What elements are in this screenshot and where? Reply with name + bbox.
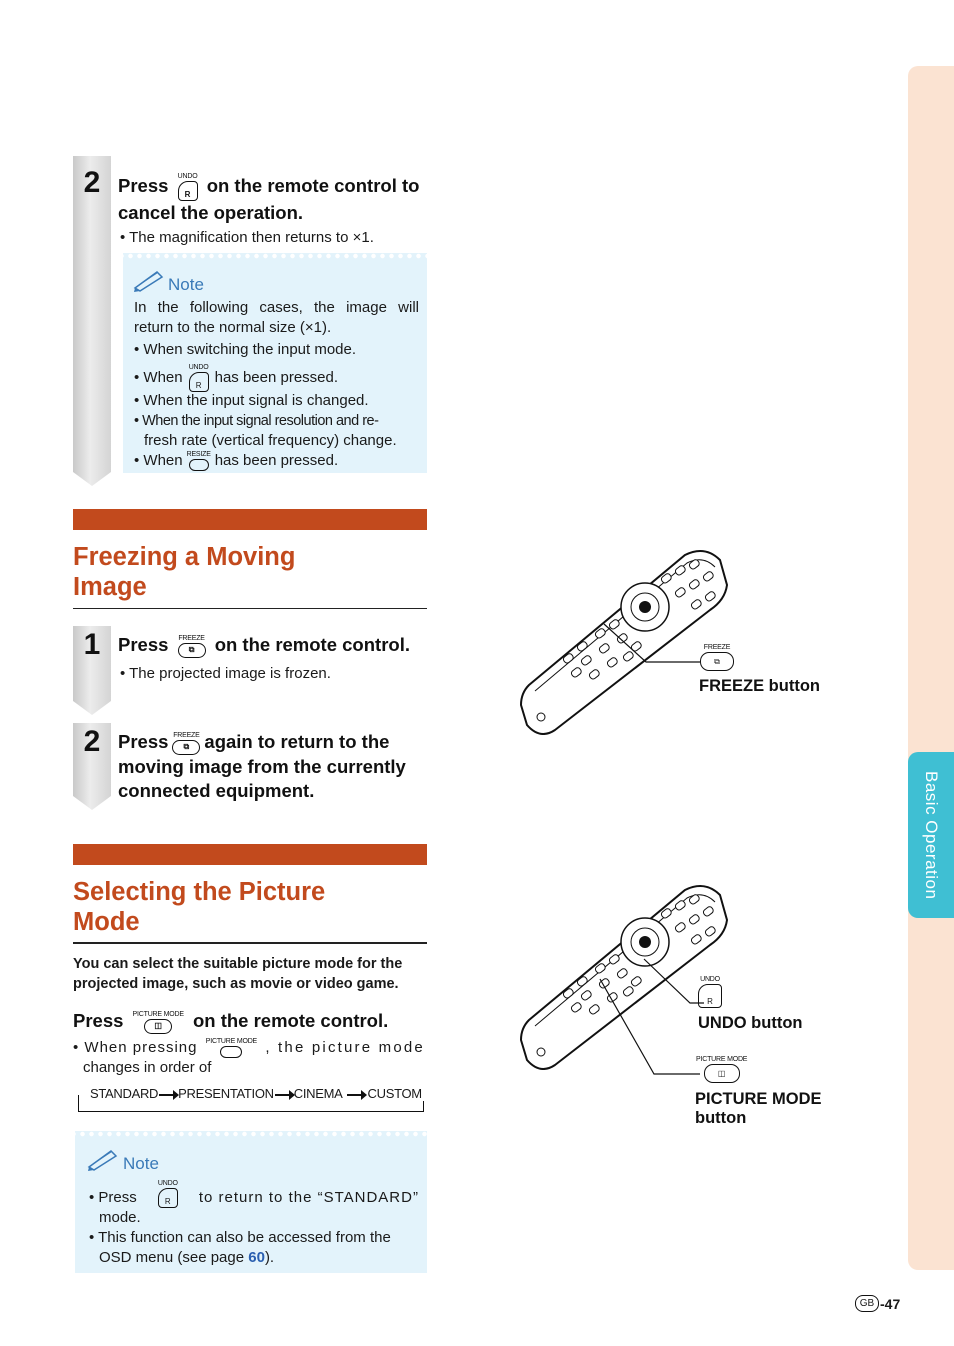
- freeze-button-icon: FREEZE ⧉: [178, 635, 206, 658]
- mode-cinema: CINEMA: [293, 1086, 343, 1101]
- step-instruction: Press FREEZE ⧉ again to return to the moving image from the currently connected equipment.: [118, 731, 406, 801]
- picture-mode-callout-line: [596, 975, 706, 1080]
- side-strip: [908, 66, 954, 1270]
- freeze-callout-line: [600, 620, 710, 670]
- section-title-freeze: Freezing a Moving Image: [73, 543, 296, 601]
- freeze-callout-label: FREEZE button: [699, 677, 820, 695]
- press-instruction: Press PICTURE MODE ◫ on the remote control.: [73, 1009, 433, 1034]
- mode-custom: CUSTOM: [367, 1086, 422, 1101]
- step-instruction: Press FREEZE ⧉ on the remote control.: [118, 633, 438, 658]
- picture-mode-callout-icon: PICTURE MODE ◫: [696, 1056, 747, 1083]
- undo-callout-label: UNDO button: [698, 1014, 803, 1032]
- region-badge: GB: [855, 1295, 879, 1312]
- step-number: 1: [83, 628, 101, 661]
- page-link[interactable]: 60: [248, 1249, 265, 1266]
- undo-callout-icon: UNDO R: [698, 976, 722, 1008]
- undo-button-icon: UNDO R: [177, 173, 198, 199]
- section-intro: You can select the suitable picture mode for the projected image, such as movie or video game.: [73, 956, 403, 992]
- step-number: 2: [83, 166, 101, 199]
- step-marker: [73, 156, 111, 472]
- page-number: GB -47: [855, 1295, 900, 1312]
- picture-mode-button-icon: PICTURE MODE ◫: [133, 1011, 184, 1034]
- note-title: Note: [123, 1154, 159, 1173]
- section-bar: [73, 844, 427, 865]
- bullet-text: • When pressing PICTURE MODE , the picture mode changes in order of: [73, 1038, 425, 1076]
- mode-presentation: PRESENTATION: [178, 1086, 274, 1101]
- step-bullet: • The projected image is frozen.: [120, 665, 331, 682]
- step-instruction: [118, 173, 428, 225]
- section-tab-label: Basic Operation: [922, 770, 941, 900]
- note-title: Note: [168, 275, 204, 294]
- note-text: In the following cases, the image will return to the normal size (×1). • When switching the input mode. • When UNDO R has been pressed. • When the input signal is changed. • When the input signal resolution and re- fresh rate (vertical frequency) change. • When RESIZE has been pressed.: [134, 298, 419, 471]
- note-pencil-icon: [133, 268, 165, 297]
- resize-button-icon: RESIZE: [187, 451, 211, 471]
- picture-mode-callout-label: PICTURE MODE button: [695, 1090, 822, 1127]
- note-pencil-icon: [87, 1147, 119, 1176]
- mode-cycle: [86, 1086, 426, 1101]
- freeze-callout-icon: FREEZE ⧉: [700, 644, 734, 671]
- freeze-button-icon: FREEZE ⧉: [172, 732, 200, 755]
- step-bullet: • The magnification then returns to ×1.: [120, 229, 374, 246]
- note-text: • Press UNDO R to return to the “STANDARD” mode. • This function can also be accessed from the OSD menu (see page 60).: [89, 1180, 419, 1266]
- mode-standard: STANDARD: [90, 1086, 159, 1101]
- section-bar: [73, 509, 427, 530]
- section-rule: [73, 942, 427, 944]
- step-number: 2: [83, 725, 101, 758]
- section-title-picture: Selecting the Picture Mode: [73, 878, 326, 936]
- picture-mode-button-icon: PICTURE MODE: [206, 1038, 257, 1058]
- undo-button-icon: UNDO R: [188, 364, 209, 390]
- instr-text: Press: [118, 174, 169, 196]
- undo-button-icon: UNDO R: [157, 1180, 178, 1206]
- instr-text: on the remote control to cancel the operation.: [118, 174, 420, 223]
- section-rule: [73, 608, 427, 609]
